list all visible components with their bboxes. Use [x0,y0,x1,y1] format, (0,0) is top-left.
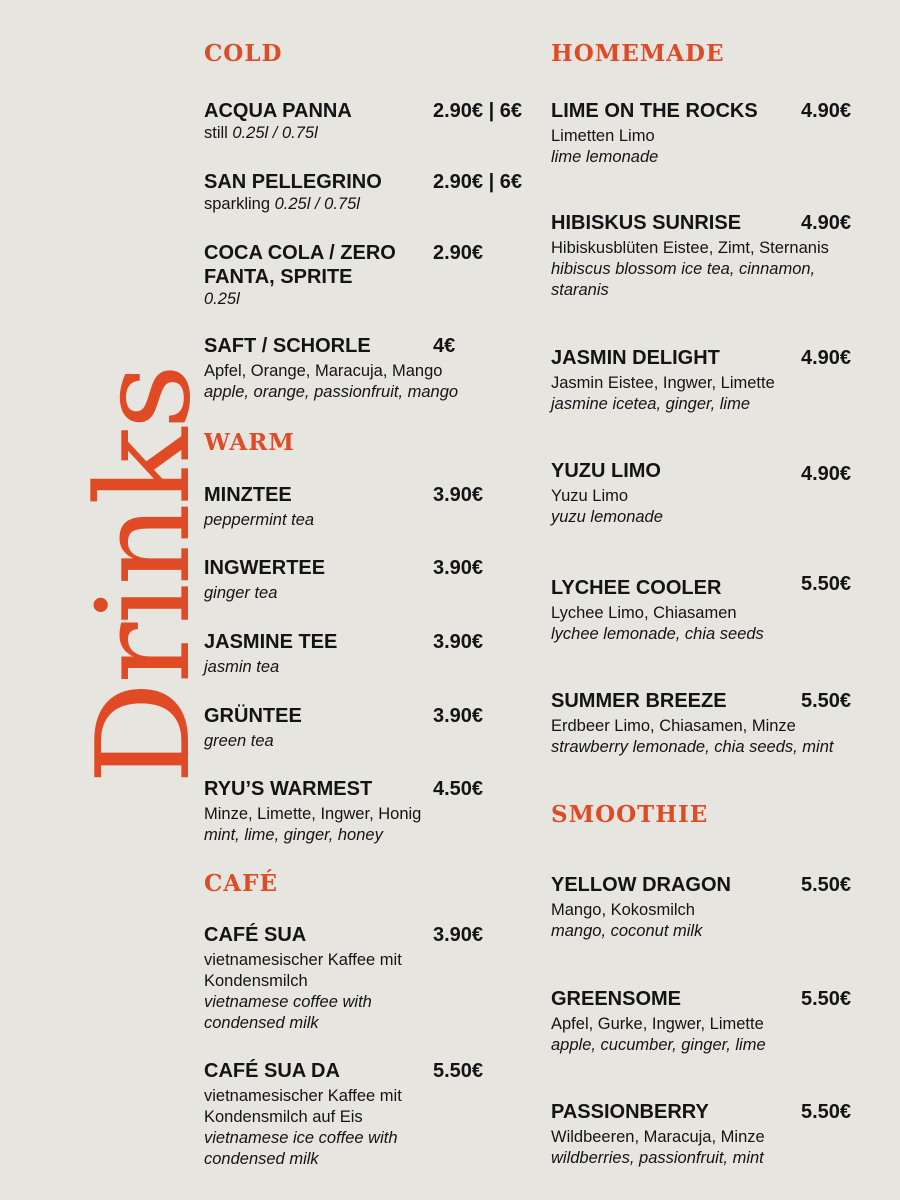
item-description-en: mango, coconut milk [551,922,703,940]
menu-item-yuzu-limo [551,459,886,528]
item-price: 4€ [433,335,456,357]
menu-item-san-pellegrino [204,170,540,215]
item-price: 5.50€ [801,573,852,595]
item-price: 2.90€ | 6€ [433,100,523,122]
item-name: YELLOW DRAGON [551,874,731,896]
item-description-en: jasmine icetea, ginger, lime [551,395,751,413]
item-size: 0.25l [204,290,240,308]
item-price: 3.90€ [433,557,484,579]
menu-item-jasmin-delight [551,346,886,415]
item-description-de: vietnamesischer Kaffee mit [204,951,402,969]
item-description-en: hibiscus blossom ice tea, cinnamon, [551,260,816,278]
item-description-en: green tea [204,732,274,750]
item-description [204,123,540,144]
item-price: 2.90€ [433,242,484,264]
section-title-cafe: CAFÉ [204,870,279,897]
item-description-en-line-2: condensed milk [204,1150,319,1168]
item-description-en: ginger tea [204,584,278,602]
item-price: 3.90€ [433,924,484,946]
item-name: RYU’S WARMEST [204,778,373,800]
item-description-de: vietnamesischer Kaffee mit [204,1087,402,1105]
item-description-de: Jasmin Eistee, Ingwer, Limette [551,374,775,392]
item-price: 3.90€ [433,484,484,506]
item-price: 3.90€ [433,631,484,653]
item-name: INGWERTEE [204,557,326,579]
item-name: JASMINE TEE [204,631,338,653]
menu-item-cafe-sua-da [204,1059,540,1170]
item-description-prefix: still [204,124,233,142]
section-title-cold: COLD [204,40,283,67]
item-description-de: Apfel, Gurke, Ingwer, Limette [551,1015,764,1033]
item-description-en: vietnamese coffee with [204,993,372,1011]
item-name: MINZTEE [204,484,292,506]
item-description-en-line-2: staranis [551,281,609,299]
menu-item-hibiskus-sunrise [551,211,886,301]
item-description-en: yuzu lemonade [551,508,663,526]
menu-item-lychee-cooler [551,573,886,645]
item-description [204,194,540,215]
item-name: COCA COLA / ZERO [204,242,396,264]
item-description-en: lime lemonade [551,148,659,166]
item-price: 3.90€ [433,705,484,727]
menu-item-ryus-warmest [204,777,540,846]
item-name: SAN PELLEGRINO [204,171,382,193]
menu-item-acqua-panna [204,99,540,144]
item-name: PASSIONBERRY [551,1101,709,1123]
menu-item-minztee [204,483,540,531]
item-price: 5.50€ [801,690,852,712]
menu-item-gruentee [204,704,540,752]
item-description-en: mint, lime, ginger, honey [204,826,383,844]
item-price: 5.50€ [433,1060,484,1082]
item-description-en: lychee lemonade, chia seeds [551,625,764,643]
item-name: HIBISKUS SUNRISE [551,212,742,234]
menu-item-summer-breeze [551,689,886,758]
item-name: GRÜNTEE [204,705,302,727]
menu-item-jasmine-tee [204,630,540,678]
item-description-en: peppermint tea [204,511,315,529]
item-description-de: Limetten Limo [551,127,655,145]
item-description-en: apple, orange, passionfruit, mango [204,383,459,401]
item-price: 5.50€ [801,988,852,1010]
item-name: CAFÉ SUA [204,924,307,946]
menu-item-coca-cola [204,241,540,310]
item-description-de: Lychee Limo, Chiasamen [551,604,737,622]
item-name: JASMIN DELIGHT [551,347,720,369]
item-description-de: Minze, Limette, Ingwer, Honig [204,805,422,823]
item-price: 5.50€ [801,874,852,896]
item-description-en: wildberries, passionfruit, mint [551,1149,764,1167]
section-title-smoothie: SMOOTHIE [551,801,709,828]
item-description-en: vietnamese ice coffee with [204,1129,398,1147]
item-description-en: apple, cucumber, ginger, lime [551,1036,766,1054]
item-description-de: Yuzu Limo [551,487,629,505]
item-description-de: Apfel, Orange, Maracuja, Mango [204,362,443,380]
item-name: SUMMER BREEZE [551,690,727,712]
item-description-en: jasmin tea [204,658,280,676]
menu-item-greensome [551,987,886,1056]
item-name: SAFT / SCHORLE [204,335,371,357]
item-description-de: Wildbeeren, Maracuja, Minze [551,1128,765,1146]
section-title-warm: WARM [204,429,295,456]
item-name: YUZU LIMO [551,460,661,482]
item-description-de: Mango, Kokosmilch [551,901,695,919]
item-name: LYCHEE COOLER [551,577,722,599]
item-name: GREENSOME [551,988,682,1010]
item-name: LIME ON THE ROCKS [551,100,758,122]
item-description-de: Erdbeer Limo, Chiasamen, Minze [551,717,796,735]
menu-item-lime-on-the-rocks [551,99,886,168]
item-size: 0.25l / 0.75l [274,195,360,213]
menu-item-saft-schorle [204,334,540,403]
item-price: 2.90€ | 6€ [433,171,523,193]
section-title-homemade: HOMEMADE [551,40,725,67]
item-description-prefix: sparkling [204,195,275,213]
item-price: 5.50€ [801,1101,852,1123]
item-description-en: strawberry lemonade, chia seeds, mint [551,738,834,756]
item-price: 4.90€ [801,463,852,485]
item-price: 4.90€ [801,212,852,234]
menu-item-cafe-sua [204,923,540,1034]
item-description-en-line-2: condensed milk [204,1014,319,1032]
item-price: 4.90€ [801,100,852,122]
menu-item-passionberry [551,1100,886,1169]
item-description-de-line-2: Kondensmilch auf Eis [204,1108,363,1126]
item-description-de-line-2: Kondensmilch [204,972,308,990]
item-description-de: Hibiskusblüten Eistee, Zimt, Sternanis [551,239,829,257]
menu-item-ingwertee [204,556,540,604]
item-price: 4.50€ [433,778,484,800]
item-name-line-2: FANTA, SPRITE [204,266,353,288]
item-name: ACQUA PANNA [204,100,352,122]
menu-item-yellow-dragon [551,873,886,942]
item-name: CAFÉ SUA DA [204,1060,340,1082]
drinks-vertical-title: Drinks [70,365,219,785]
item-price: 4.90€ [801,347,852,369]
item-size: 0.25l / 0.75l [232,124,318,142]
